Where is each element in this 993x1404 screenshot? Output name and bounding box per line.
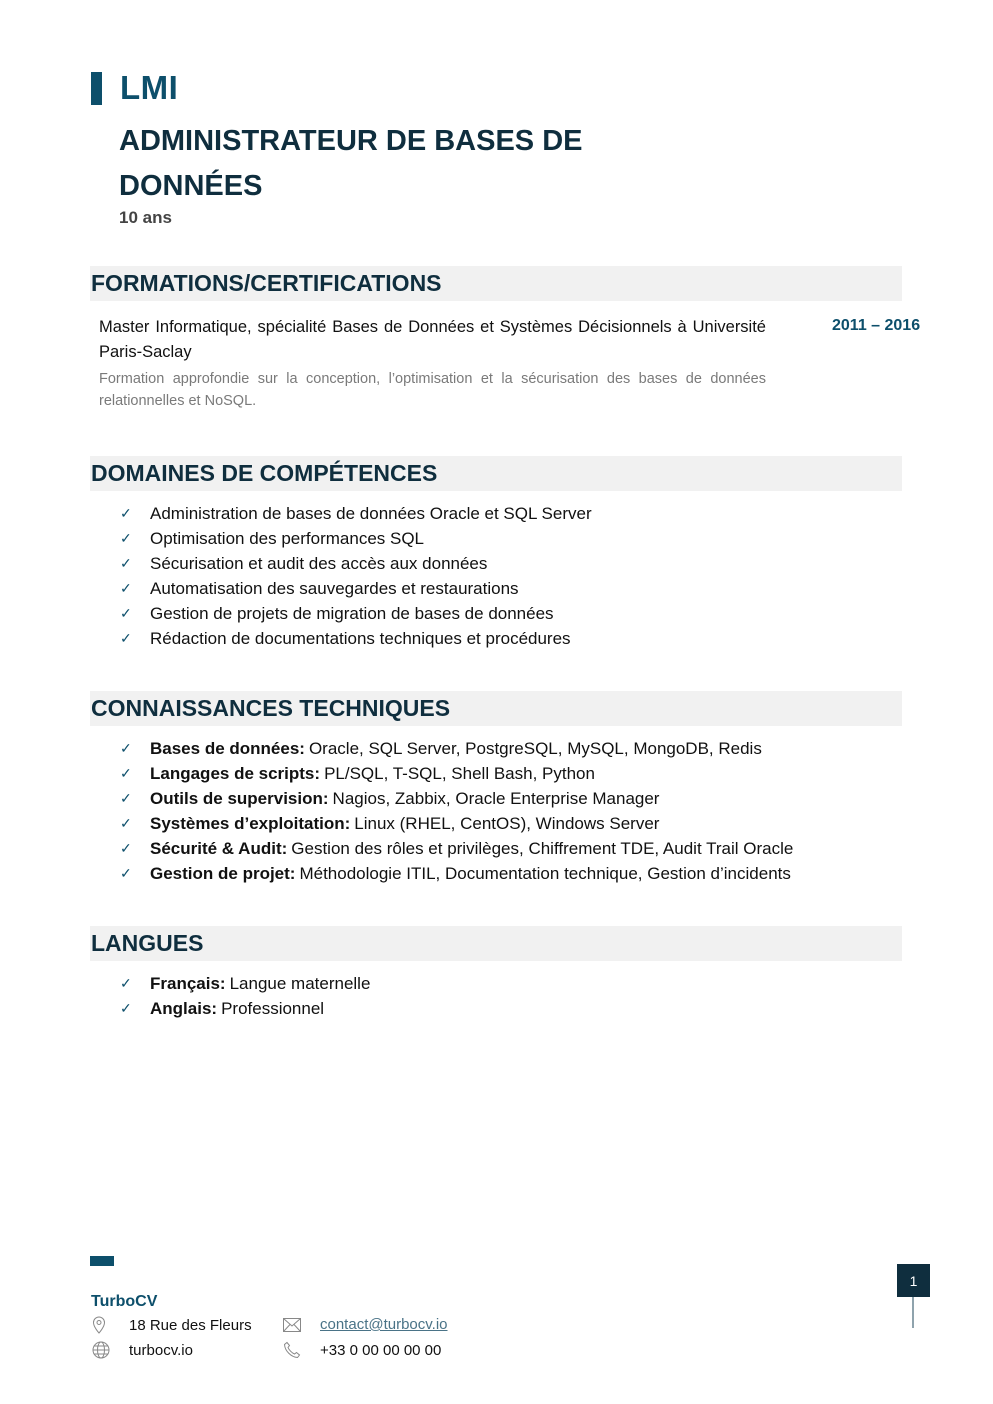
- list-item: [120, 761, 793, 786]
- check-icon: ✓: [120, 815, 132, 831]
- list-item: [120, 601, 592, 626]
- formation-dates: 2011 – 2016: [832, 317, 921, 334]
- langues-list: [120, 971, 370, 1021]
- list-item: [120, 736, 793, 761]
- connaissances-list: [120, 736, 793, 886]
- phone-text: +33 0 00 00 00 00: [320, 1341, 442, 1359]
- item-value: Oracle, SQL Server, PostgreSQL, MySQL, MongoDB, Redis: [308, 739, 762, 758]
- footer-website: [92, 1341, 193, 1359]
- list-item: [120, 836, 793, 861]
- item-label: Langages de scripts:: [150, 764, 321, 783]
- check-icon: ✓: [120, 865, 132, 881]
- check-icon: ✓: [120, 840, 132, 856]
- check-icon: ✓: [120, 505, 132, 521]
- list-item: [120, 501, 592, 526]
- item-value: Professionnel: [221, 999, 325, 1018]
- item-value: Langue maternelle: [229, 974, 371, 993]
- check-icon: ✓: [120, 790, 132, 806]
- section-header-formations: [90, 266, 902, 301]
- check-icon: ✓: [120, 630, 132, 646]
- section-header-langues: [90, 926, 902, 961]
- footer-email: [283, 1316, 448, 1333]
- section-title: CONNAISSANCES TECHNIQUES: [91, 695, 451, 721]
- globe-icon: [92, 1341, 129, 1359]
- phone-icon: [283, 1341, 320, 1359]
- envelope-icon: [283, 1318, 320, 1332]
- list-item: [120, 996, 370, 1021]
- item-value: PL/SQL, T-SQL, Shell Bash, Python: [324, 764, 595, 783]
- check-icon: ✓: [120, 605, 132, 621]
- item-text: Rédaction de documentations techniques et procédures: [150, 629, 571, 648]
- footer-brand: TurboCV: [91, 1293, 158, 1310]
- item-label: Outils de supervision:: [150, 789, 329, 808]
- list-item: [120, 576, 592, 601]
- list-item: [120, 526, 592, 551]
- accent-bar: [91, 72, 102, 105]
- candidate-name: LMI: [120, 69, 179, 106]
- address-text: 18 Rue des Fleurs: [129, 1316, 252, 1334]
- item-label: Français:: [150, 974, 226, 993]
- check-icon: ✓: [120, 555, 132, 571]
- list-item: [120, 861, 793, 886]
- formation-description: Formation approfondie sur la conception, l’optimisation et la sécurisation des bases de données relationnelles et NoSQL.: [99, 371, 766, 409]
- item-text: Sécurisation et audit des accès aux données: [150, 554, 488, 573]
- experience-years: 10 ans: [119, 208, 172, 227]
- candidate-name-row: [91, 70, 178, 106]
- formation-title: Master Informatique, spécialité Bases de Données et Systèmes Décisionnels à Université Paris-Saclay: [99, 318, 766, 361]
- list-item: [120, 811, 793, 836]
- footer-address: [92, 1316, 252, 1334]
- item-label: Gestion de projet:: [150, 864, 296, 883]
- item-value: Méthodologie ITIL, Documentation technique, Gestion d’incidents: [299, 864, 791, 883]
- item-value: Nagios, Zabbix, Oracle Enterprise Manager: [332, 789, 660, 808]
- item-text: Administration de bases de données Oracle et SQL Server: [150, 504, 592, 523]
- item-label: Systèmes d’exploitation:: [150, 814, 351, 833]
- footer-phone: [283, 1341, 441, 1359]
- page-marker-line: [912, 1297, 914, 1328]
- item-label: Bases de données:: [150, 739, 305, 758]
- list-item: [120, 551, 592, 576]
- list-item: [120, 786, 793, 811]
- item-label: Anglais:: [150, 999, 218, 1018]
- section-header-competences: [90, 456, 902, 491]
- website-text[interactable]: turbocv.io: [129, 1341, 193, 1359]
- footer-accent-bar: [90, 1256, 114, 1266]
- list-item: [120, 971, 370, 996]
- check-icon: ✓: [120, 530, 132, 546]
- item-label: Sécurité & Audit:: [150, 839, 288, 858]
- item-value: Gestion des rôles et privilèges, Chiffrement TDE, Audit Trail Oracle: [291, 839, 794, 858]
- job-title: ADMINISTRATEUR DE BASES DE DONNÉES: [119, 125, 583, 202]
- item-text: Optimisation des performances SQL: [150, 529, 425, 548]
- section-title: DOMAINES DE COMPÉTENCES: [91, 460, 438, 486]
- check-icon: ✓: [120, 580, 132, 596]
- check-icon: ✓: [120, 1000, 132, 1016]
- item-text: Automatisation des sauvegardes et restaurations: [150, 579, 519, 598]
- section-title: LANGUES: [91, 930, 204, 956]
- section-header-connaissances: [90, 691, 902, 726]
- check-icon: ✓: [120, 765, 132, 781]
- competences-list: [120, 501, 592, 651]
- section-title: FORMATIONS/CERTIFICATIONS: [91, 270, 442, 296]
- location-pin-icon: [92, 1316, 129, 1334]
- list-item: [120, 626, 592, 651]
- page-number: 1: [897, 1264, 930, 1297]
- check-icon: ✓: [120, 975, 132, 991]
- item-text: Gestion de projets de migration de bases de données: [150, 604, 554, 623]
- item-value: Linux (RHEL, CentOS), Windows Server: [354, 814, 660, 833]
- email-link[interactable]: contact@turbocv.io: [320, 1316, 448, 1333]
- check-icon: ✓: [120, 740, 132, 756]
